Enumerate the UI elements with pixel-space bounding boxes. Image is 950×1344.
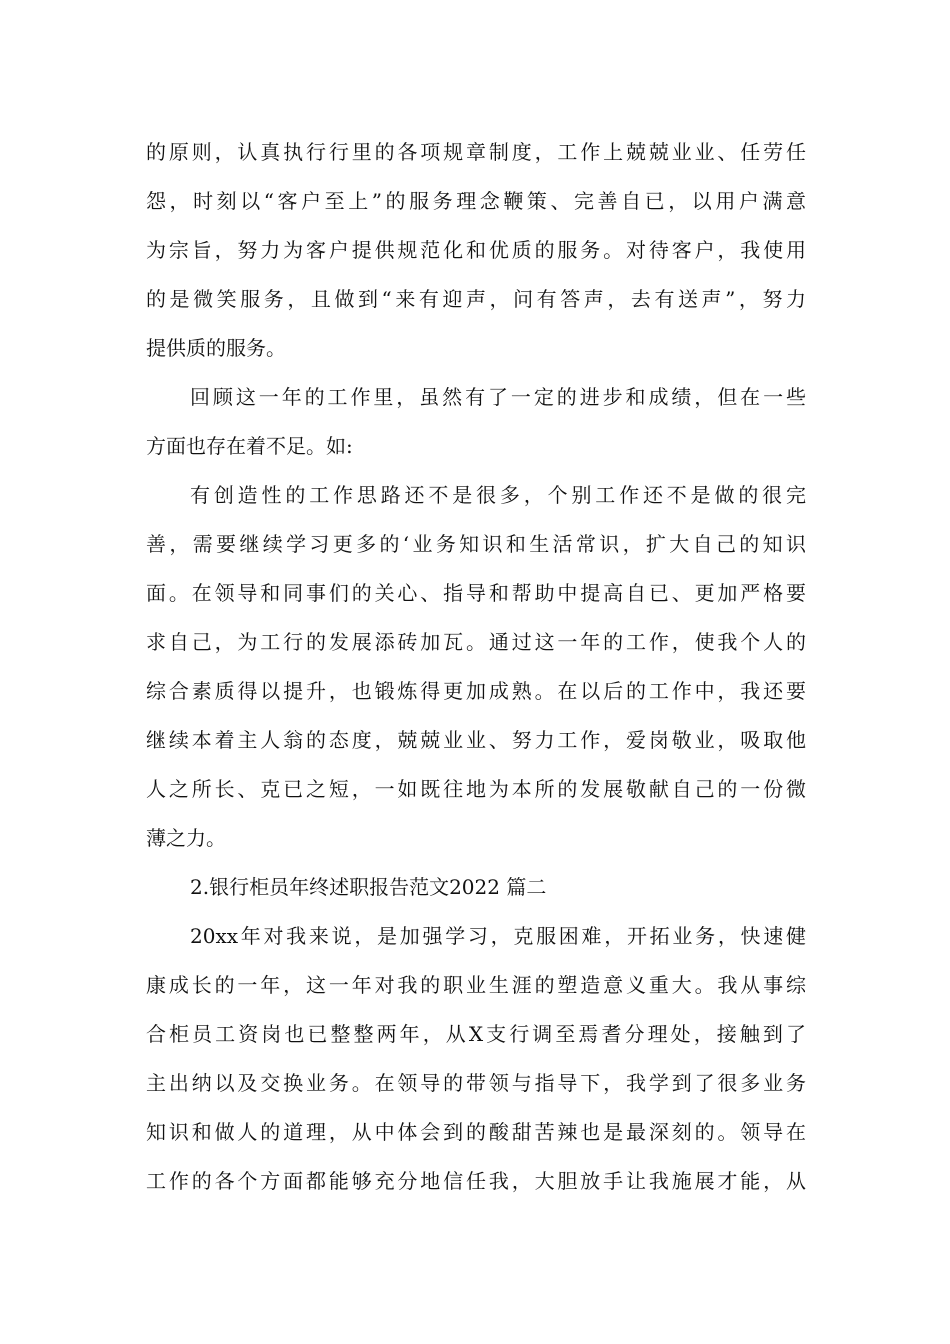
text-line-6: 回顾这一年的工作里，虽然有了一定的进步和成绩，但在一些: [190, 385, 806, 409]
text-line-20: 主出纳以及交换业务。在领导的带领与指导下，我学到了很多业务: [146, 1071, 806, 1095]
text-line-17: 20xx年对我来说，是加强学习，克服困难，开拓业务，快速健: [190, 924, 806, 948]
text-line-18: 康成长的一年，这一年对我的职业生涯的塑造意义重大。我从事综: [146, 973, 806, 997]
text-line-14: 人之所长、克已之短，一如既往地为本所的发展敬献自己的一份微: [146, 777, 806, 801]
text-line-11: 求自己，为工行的发展添砖加瓦。通过这一年的工作，使我个人的: [146, 630, 806, 654]
text-line-13: 继续本着主人翁的态度，兢兢业业、努力工作，爱岗敬业，吸取他: [146, 728, 806, 752]
text-line-19: 合柜员工资岗也已整整两年，从X支行调至焉耆分理处，接触到了: [146, 1022, 806, 1046]
text-line-21: 知识和做人的道理，从中体会到的酸甜苦辣也是最深刻的。领导在: [146, 1120, 806, 1144]
document-body: [146, 128, 806, 1206]
text-line-2: 怨，时刻以“客户至上”的服务理念鞭策、完善自已，以用户满意: [146, 189, 806, 213]
text-line-4: 的是微笑服务，且做到“来有迎声，问有答声，去有送声”，努力: [146, 287, 806, 311]
text-line-7: 方面也存在着不足。如:: [146, 434, 353, 458]
text-line-3: 为宗旨，努力为客户提供规范化和优质的服务。对待客户，我使用: [146, 238, 806, 262]
text-line-8: 有创造性的工作思路还不是很多，个别工作还不是做的很完: [190, 483, 806, 507]
text-line-1: 的原则，认真执行行里的各项规章制度，工作上兢兢业业、任劳任: [146, 140, 806, 164]
text-line-9: 善，需要继续学习更多的‘业务知识和生活常识，扩大自己的知识: [146, 532, 806, 556]
text-line-5: 提供质的服务。: [146, 336, 286, 360]
text-line-10: 面。在领导和同事们的关心、指导和帮助中提高自已、更加严格要: [146, 581, 806, 605]
text-line-15: 薄之力。: [146, 826, 226, 850]
text-line-22: 工作的各个方面都能够充分地信任我，大胆放手让我施展才能，从: [146, 1169, 806, 1193]
text-line-12: 综合素质得以提升，也锻炼得更加成熟。在以后的工作中，我还要: [146, 679, 806, 703]
section-heading: 2.银行柜员年终述职报告范文2022 篇二: [190, 875, 547, 899]
